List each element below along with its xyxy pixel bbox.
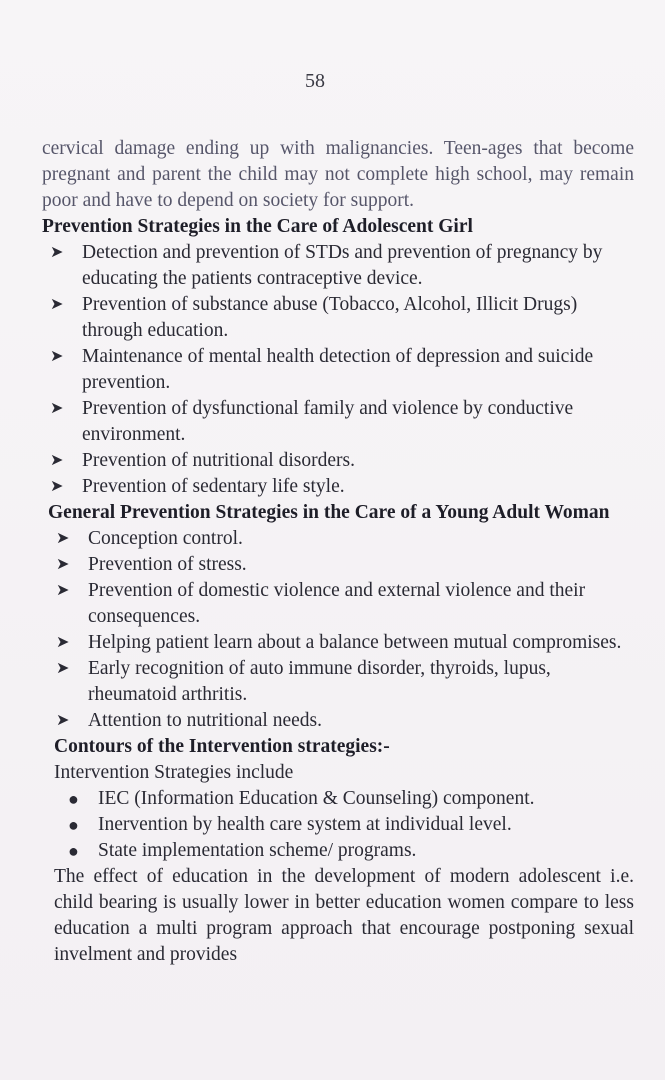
page-content [42,136,634,968]
adolescent-section [42,214,634,500]
closing-paragraph: The effect of education in the development of modern adolescent i.e. child bearing is usually lower in better education women compare to less education a multi program approach that encourage postponing sexual invelment and provides [54,866,634,965]
arrow-bullet-icon: ➤ [50,296,64,313]
young-adult-list [48,526,634,734]
arrow-bullet-icon: ➤ [50,478,64,495]
contours-heading: Contours of the Intervention strategies:- [54,736,390,757]
list-item: ➤ Prevention of substance abuse (Tobacco, Alcohol, Illicit Drugs) through education. [50,294,578,341]
list-item: ➤ Detection and prevention of STDs and prevention of pregnancy by educating the patients contraceptive device. [50,242,603,289]
list-item: ● IEC (Information Education & Counseling) component. [68,786,634,812]
arrow-bullet-icon: ➤ [56,712,70,729]
dot-bullet-icon: ● [68,815,79,835]
dot-bullet-icon: ● [68,789,79,809]
list-item: ➤ Prevention of nutritional disorders. [50,448,634,474]
dot-bullet-icon: ● [68,841,79,861]
arrow-bullet-icon: ➤ [50,244,64,261]
list-item: ➤ Prevention of domestic violence and external violence and their consequences. [56,580,586,627]
list-item: ➤ Attention to nutritional needs. [56,708,634,734]
list-item: ➤ Early recognition of auto immune disorder, thyroids, lupus, rheumatoid arthritis. [56,658,551,705]
list-item: ➤ Prevention of sedentary life style. [50,474,634,500]
intro-paragraph: cervical damage ending up with malignancies. Teen-ages that become pregnant and parent the child may not complete high school, may remain poor and have to depend on society for support. [42,138,634,211]
list-item: ➤ Conception control. [56,526,634,552]
list-item: ➤ Prevention of stress. [56,552,634,578]
arrow-bullet-icon: ➤ [56,530,70,547]
arrow-bullet-icon: ➤ [50,400,64,417]
contours-section [42,734,634,968]
arrow-bullet-icon: ➤ [56,582,70,599]
list-item: ➤ Prevention of dysfunctional family and violence by conductive environment. [50,398,574,445]
young-adult-section [42,500,634,734]
page-number: 58 [305,70,325,92]
arrow-bullet-icon: ➤ [50,348,64,365]
list-item: ➤ Helping patient learn about a balance between mutual compromises. [56,630,634,656]
adolescent-list [42,240,634,500]
contours-intro: Intervention Strategies include [54,762,294,783]
list-item: ● State implementation scheme/ programs. [68,838,634,864]
arrow-bullet-icon: ➤ [56,634,70,651]
list-item: ● Inervention by health care system at individual level. [68,812,634,838]
arrow-bullet-icon: ➤ [56,660,70,677]
adolescent-heading: Prevention Strategies in the Care of Adolescent Girl [42,216,473,237]
arrow-bullet-icon: ➤ [50,452,64,469]
contours-list [54,786,634,864]
list-item: ➤ Maintenance of mental health detection of depression and suicide prevention. [50,346,594,393]
arrow-bullet-icon: ➤ [56,556,70,573]
young-adult-heading: General Prevention Strategies in the Care of a Young Adult Woman [48,502,610,523]
